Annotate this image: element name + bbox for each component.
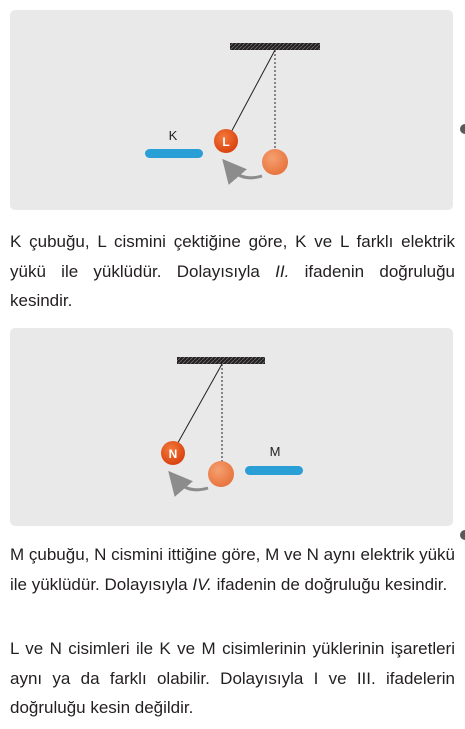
rod-k — [145, 149, 203, 158]
ball-l-label: L — [222, 135, 230, 149]
page-edge-marker — [460, 530, 465, 540]
motion-arrow — [230, 168, 262, 178]
figure-repulsion — [10, 328, 453, 526]
explanation-paragraph-2: M çubuğu, N cismini ittiğine göre, M ve N aynı elektrik yükü ile yüklüdür. Dolayısıyla IV. ifadenin de doğruluğu kesindir. — [10, 545, 456, 594]
rod-k-label: K — [168, 128, 178, 143]
ball-n-label: N — [168, 447, 178, 461]
page-edge-marker — [460, 124, 465, 134]
figure-repulsion-drawing — [10, 328, 453, 526]
ceiling-support — [230, 43, 320, 50]
figure-attraction-drawing — [10, 10, 453, 210]
rod-m-label: M — [269, 444, 281, 459]
motion-arrow — [176, 480, 208, 490]
figure-attraction — [10, 10, 453, 210]
pendulum-string — [175, 364, 222, 448]
ceiling-support — [177, 357, 265, 364]
ball-rest-position — [208, 461, 234, 487]
explanation-paragraph-3: L ve N cisimleri ile K ve M cisimlerinin yüklerinin işaretleri aynı ya da farklı olabilir. Dolayısıyla I ve III. ifadelerin doğruluğu kesin değildir. — [10, 639, 455, 717]
explanation-paragraph-1: K çubuğu, L cismini çektiğine göre, K ve L farklı elektrik yükü ile yüklüdür. Dolayısıyla II. ifadenin doğruluğu kesindir. — [10, 232, 455, 310]
rod-m — [245, 466, 303, 475]
pendulum-string — [228, 50, 275, 138]
ball-rest-position — [262, 149, 288, 175]
